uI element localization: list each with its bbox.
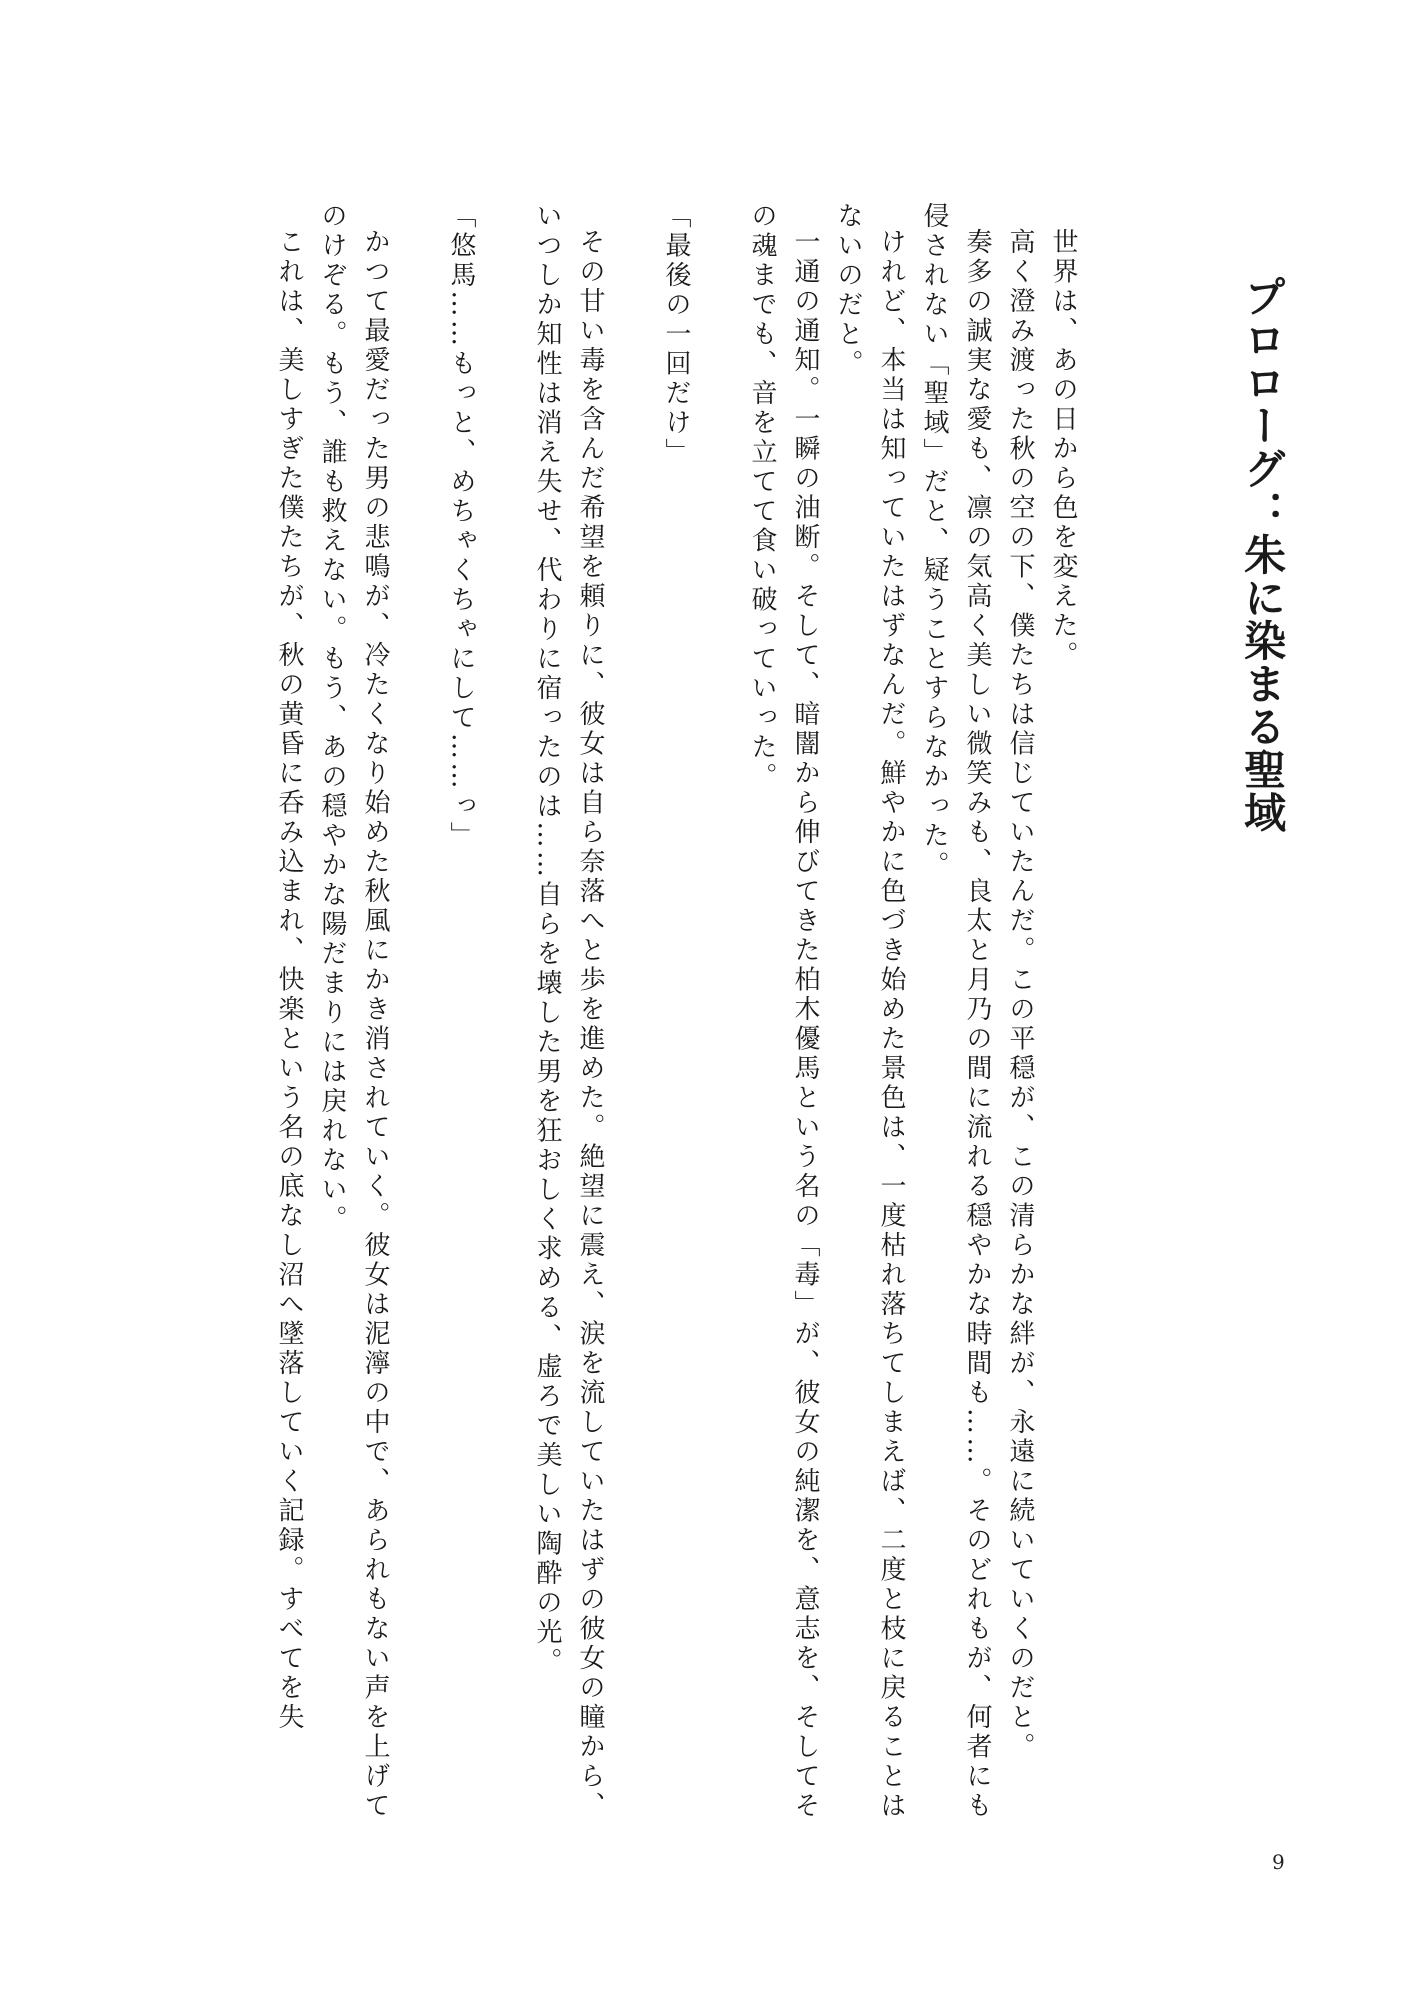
chapter-title: プロローグ：朱に染まる聖域 <box>1238 275 1288 834</box>
body-text <box>267 202 1084 1822</box>
paragraph-spacer <box>482 202 525 1822</box>
paragraph: 一通の通知。一瞬の油断。そして、暗闇から伸びてきた柏木優馬という名の「毒」が、彼女の純潔を、意志を、そしてその魂までも、音を立てて食い破っていった。 <box>747 202 820 1821</box>
paragraph: 世界は、あの日から色を変えた。 <box>1048 228 1078 671</box>
paragraph: 高く澄み渡った秋の空の下、僕たちは信じていたんだ。この平穏が、この清らかな絆が、永遠に続いていくのだと。 <box>1005 228 1035 1762</box>
page-number: 9 <box>1272 1850 1285 1874</box>
paragraph: その甘い毒を含んだ希望を頼りに、彼女は自ら奈落へと歩を進めた。絶望に震え、涙を流していたはずの彼女の瞳から、いつしか知性は消え失せ、代わりに宿ったのは……自らを壊した男を狂おしく求める、虚ろで美しい陶酔の光。 <box>532 202 605 1821</box>
paragraph: 奏多の誠実な愛も、凛の気高く美しい微笑みも、良太と月乃の間に流れる穏やかな時間も……。そのどれもが、何者にも侵されない「聖域」だと、疑うことすらなかった。 <box>919 202 992 1821</box>
paragraph: けれど、本当は知っていたはずなんだ。鮮やかに色づき始めた景色は、一度枯れ落ちてしまえば、二度と枝に戻ることはないのだと。 <box>833 202 906 1821</box>
paragraph-spacer <box>697 202 740 1822</box>
paragraph: かつて最愛だった男の悲鳴が、冷たくなり始めた秋風にかき消されていく。彼女は泥濘の中で、あられもない声を上げてのけぞる。もう、誰も救えない。もう、あの穏やかな陽だまりには戻れない。 <box>317 202 390 1821</box>
paragraph: これは、美しすぎた僕たちが、秋の黄昏に呑み込まれ、快楽という名の底なし沼へ墜落していく記録。すべてを失 <box>274 228 304 1733</box>
dialogue-line: 「悠馬……もっと、めちゃくちゃにして……っ」 <box>446 202 476 851</box>
dialogue-line: 「最後の一回だけ」 <box>661 202 691 468</box>
paragraph-spacer <box>611 202 654 1822</box>
paragraph-spacer <box>396 202 439 1822</box>
